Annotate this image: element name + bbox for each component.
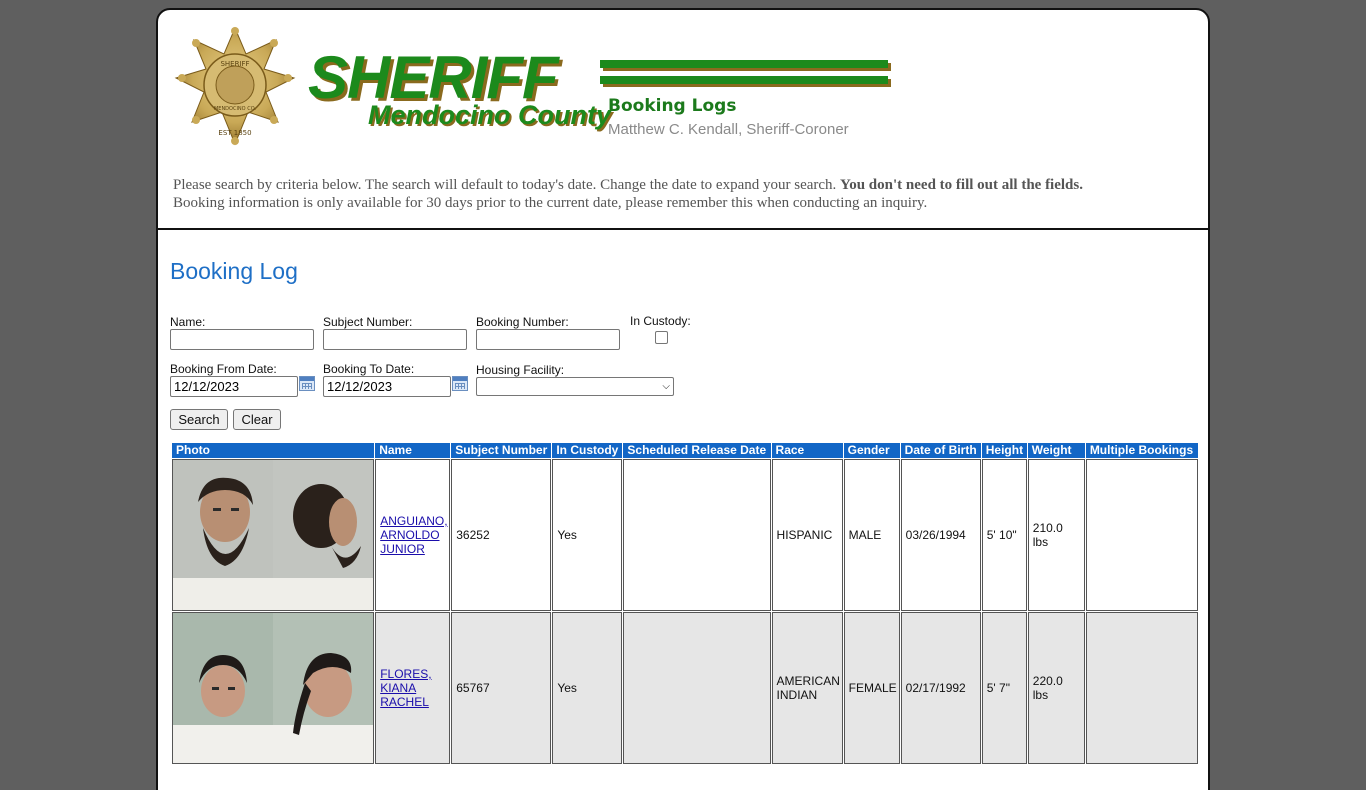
in-custody-checkbox[interactable] bbox=[655, 331, 668, 344]
column-header: Gender bbox=[844, 443, 900, 458]
booking-results-table bbox=[171, 442, 1199, 765]
race-cell: HISPANIC bbox=[772, 459, 843, 611]
inmate-name-link[interactable]: ANGUIANO, ARNOLDO JUNIOR bbox=[380, 514, 448, 556]
logo-stripe bbox=[600, 76, 888, 84]
gender-cell: FEMALE bbox=[844, 612, 900, 764]
multiple-bookings-cell bbox=[1086, 459, 1198, 611]
column-header: In Custody bbox=[552, 443, 622, 458]
booking-number-input[interactable] bbox=[476, 329, 620, 350]
mugshot-profile-image bbox=[273, 613, 373, 763]
booking-photo bbox=[173, 460, 373, 610]
in-custody-label: In Custody: bbox=[630, 314, 691, 328]
logo-stripe bbox=[600, 60, 888, 68]
main-content bbox=[156, 230, 1210, 790]
from-date-input[interactable] bbox=[170, 376, 298, 397]
table-row bbox=[172, 459, 1198, 611]
intro-text bbox=[173, 176, 1193, 212]
booking-photo bbox=[173, 613, 373, 763]
site-header bbox=[156, 8, 1210, 230]
release-date-cell bbox=[623, 459, 770, 611]
multiple-bookings-cell bbox=[1086, 612, 1198, 764]
release-date-cell bbox=[623, 612, 770, 764]
race-cell: AMERICAN INDIAN bbox=[772, 612, 843, 764]
calendar-icon[interactable] bbox=[452, 376, 468, 391]
from-date-label: Booking From Date: bbox=[170, 362, 277, 376]
mugshot-front-image bbox=[173, 613, 273, 763]
subject-number-input[interactable] bbox=[323, 329, 467, 350]
photo-cell bbox=[172, 459, 374, 611]
table-header-row bbox=[172, 443, 1198, 458]
inmate-name-link[interactable]: FLORES, KIANA RACHEL bbox=[380, 667, 432, 709]
photo-cell bbox=[172, 612, 374, 764]
sheriff-badge-logo bbox=[174, 26, 296, 146]
dob-cell: 02/17/1992 bbox=[901, 612, 981, 764]
page-title: Booking Log bbox=[170, 258, 298, 284]
height-cell: 5' 10" bbox=[982, 459, 1027, 611]
column-header: Date of Birth bbox=[901, 443, 981, 458]
table-row bbox=[172, 612, 1198, 764]
calendar-icon[interactable] bbox=[299, 376, 315, 391]
column-header: Height bbox=[982, 443, 1027, 458]
in-custody-cell: Yes bbox=[552, 612, 622, 764]
booking-number-label: Booking Number: bbox=[476, 315, 569, 329]
logo-sheriff-word: SHERIFF bbox=[308, 44, 558, 111]
name-input[interactable] bbox=[170, 329, 314, 350]
column-header: Name bbox=[375, 443, 450, 458]
housing-facility-select[interactable] bbox=[476, 377, 674, 396]
mugshot-front-image bbox=[173, 460, 273, 610]
column-header: Photo bbox=[172, 443, 374, 458]
weight-cell: 210.0 lbs bbox=[1028, 459, 1085, 611]
column-header: Weight bbox=[1028, 443, 1085, 458]
mugshot-profile-image bbox=[273, 460, 373, 610]
name-label: Name: bbox=[170, 315, 206, 329]
subject-number-cell: 65767 bbox=[451, 612, 551, 764]
housing-facility-label: Housing Facility: bbox=[476, 363, 565, 377]
clear-button[interactable]: Clear bbox=[233, 409, 281, 430]
to-date-input[interactable] bbox=[323, 376, 451, 397]
height-cell: 5' 7" bbox=[982, 612, 1027, 764]
dob-cell: 03/26/1994 bbox=[901, 459, 981, 611]
in-custody-cell: Yes bbox=[552, 459, 622, 611]
logo-county-name: Mendocino County bbox=[368, 100, 611, 130]
column-header: Race bbox=[772, 443, 843, 458]
column-header: Subject Number bbox=[451, 443, 551, 458]
gender-cell: MALE bbox=[844, 459, 900, 611]
svg-text:SHERIFF: SHERIFF bbox=[220, 60, 250, 68]
weight-cell: 220.0 lbs bbox=[1028, 612, 1085, 764]
column-header: Multiple Bookings bbox=[1086, 443, 1198, 458]
intro-line1: Please search by criteria below. The search will default to today's date. Change the date to expand your search. bbox=[173, 177, 841, 193]
name-cell bbox=[375, 612, 450, 764]
intro-line2: Booking information is only available for 30 days prior to the current date, please remember this when conducting an inquiry. bbox=[173, 195, 928, 211]
intro-bold: You don't need to fill out all the fields. bbox=[840, 177, 1083, 193]
section-title: Booking Logs bbox=[608, 96, 737, 116]
chevron-down-icon: ⌵ bbox=[662, 381, 670, 392]
subject-number-label: Subject Number: bbox=[323, 315, 413, 329]
search-button[interactable]: Search bbox=[170, 409, 228, 430]
column-header: Scheduled Release Date bbox=[623, 443, 770, 458]
sheriff-name: Matthew C. Kendall, Sheriff-Coroner bbox=[608, 121, 849, 138]
svg-text:MENDOCINO CO.: MENDOCINO CO. bbox=[213, 106, 257, 112]
svg-text:EST 1850: EST 1850 bbox=[218, 129, 252, 137]
name-cell bbox=[375, 459, 450, 611]
subject-number-cell: 36252 bbox=[451, 459, 551, 611]
to-date-label: Booking To Date: bbox=[323, 362, 415, 376]
